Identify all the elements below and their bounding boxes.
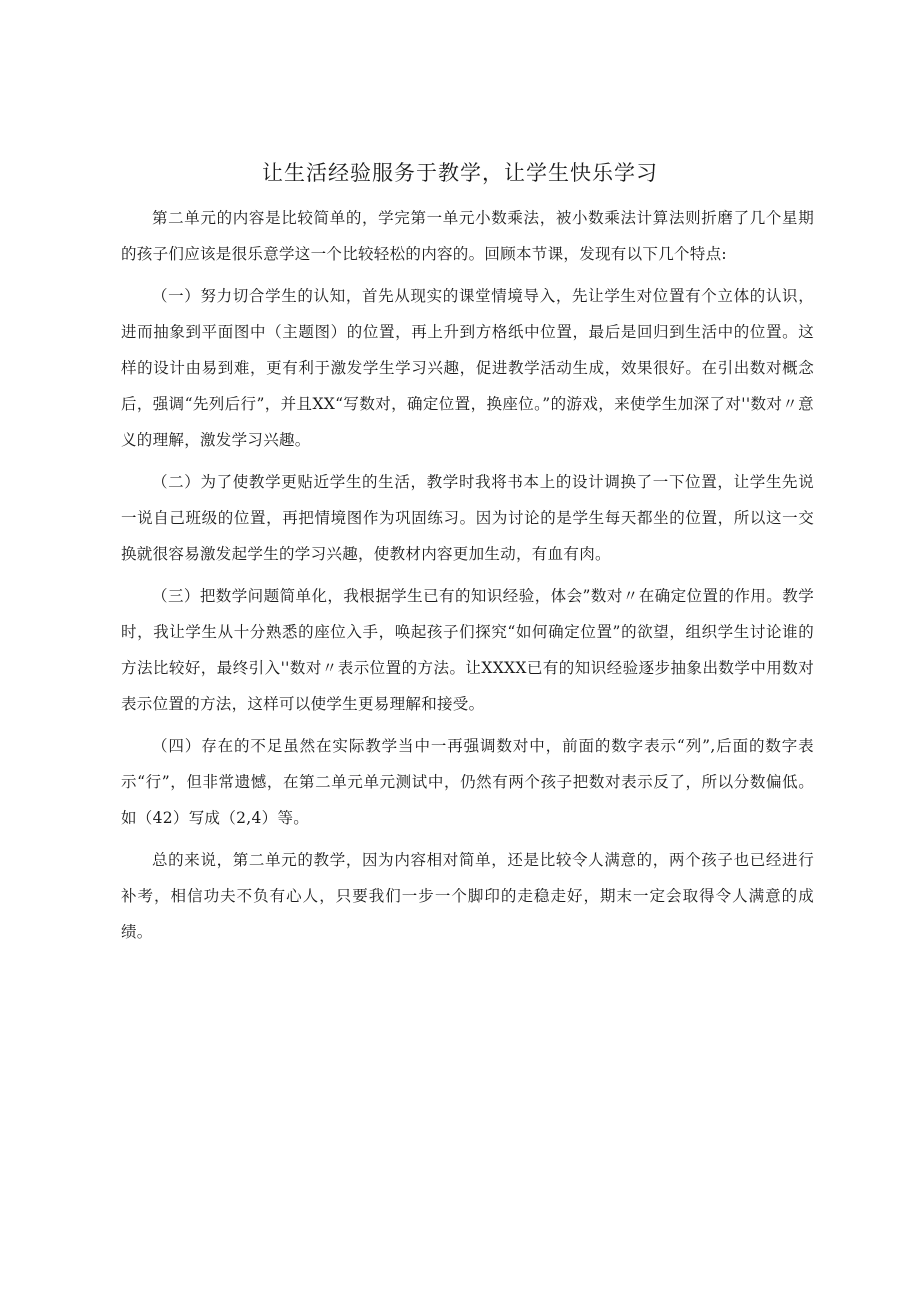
paragraph-point-3: （三）把数学问题简单化，我根据学生已有的知识经验，体会”数对〃在确定位置的作用。教学时，我让学生从十分熟悉的座位入手，唤起孩子们探究“如何确定位置”的欲望，组织学生讨论谁的方法比较好，最终引入''数对〃表示位置的方法。让XXXX已有的知识经验逐步抽象出数学中用数对表示位置的方法，这样可以使学生更易理解和接受。 [121, 587, 814, 713]
paragraph-point-1: （一）努力切合学生的认知，首先从现实的课堂情境导入，先让学生对位置有个立体的认识，进而抽象到平面图中（主题图）的位置，再上升到方格纸中位置，最后是回归到生活中的位置。这样的设计由易到难，更有利于激发学生学习兴趣，促进教学活动生成，效果很好。在引出数对概念后，强调“先列后行”，并且XX“写数对，确定位置，换座位。”的游戏，来使学生加深了对''数对〃意义的理解，激发学习兴趣。 [121, 287, 814, 449]
document-body [121, 200, 814, 956]
paragraph-summary: 总的来说，第二单元的教学，因为内容相对简单，还是比较令人满意的，两个孩子也已经进行补考，相信功夫不负有心人，只要我们一步一个脚印的走稳走好，期末一定会取得令人满意的成绩。 [121, 851, 814, 941]
paragraph-intro: 第二单元的内容是比较简单的，学完第一单元小数乘法，被小数乘法计算法则折磨了几个星期的孩子们应该是很乐意学这一个比较轻松的内容的。回顾本节课，发现有以下几个特点: [121, 209, 814, 263]
paragraph-point-2: （二）为了使教学更贴近学生的生活，教学时我将书本上的设计调换了一下位置，让学生先说一说自己班级的位置，再把情境图作为巩固练习。因为讨论的是学生每天都坐的位置，所以这一交换就很容易激发起学生的学习兴趣，使教材内容更加生动，有血有肉。 [121, 473, 814, 563]
paragraph-point-4: （四）存在的不足虽然在实际教学当中一再强调数对中，前面的数字表示“列”,后面的数字表示“行”，但非常遗憾，在第二单元单元测试中，仍然有两个孩子把数对表示反了，所以分数偏低。如（42）写成（2,4）等。 [121, 737, 814, 827]
document-title: 让生活经验服务于教学，让学生快乐学习 [262, 161, 658, 185]
